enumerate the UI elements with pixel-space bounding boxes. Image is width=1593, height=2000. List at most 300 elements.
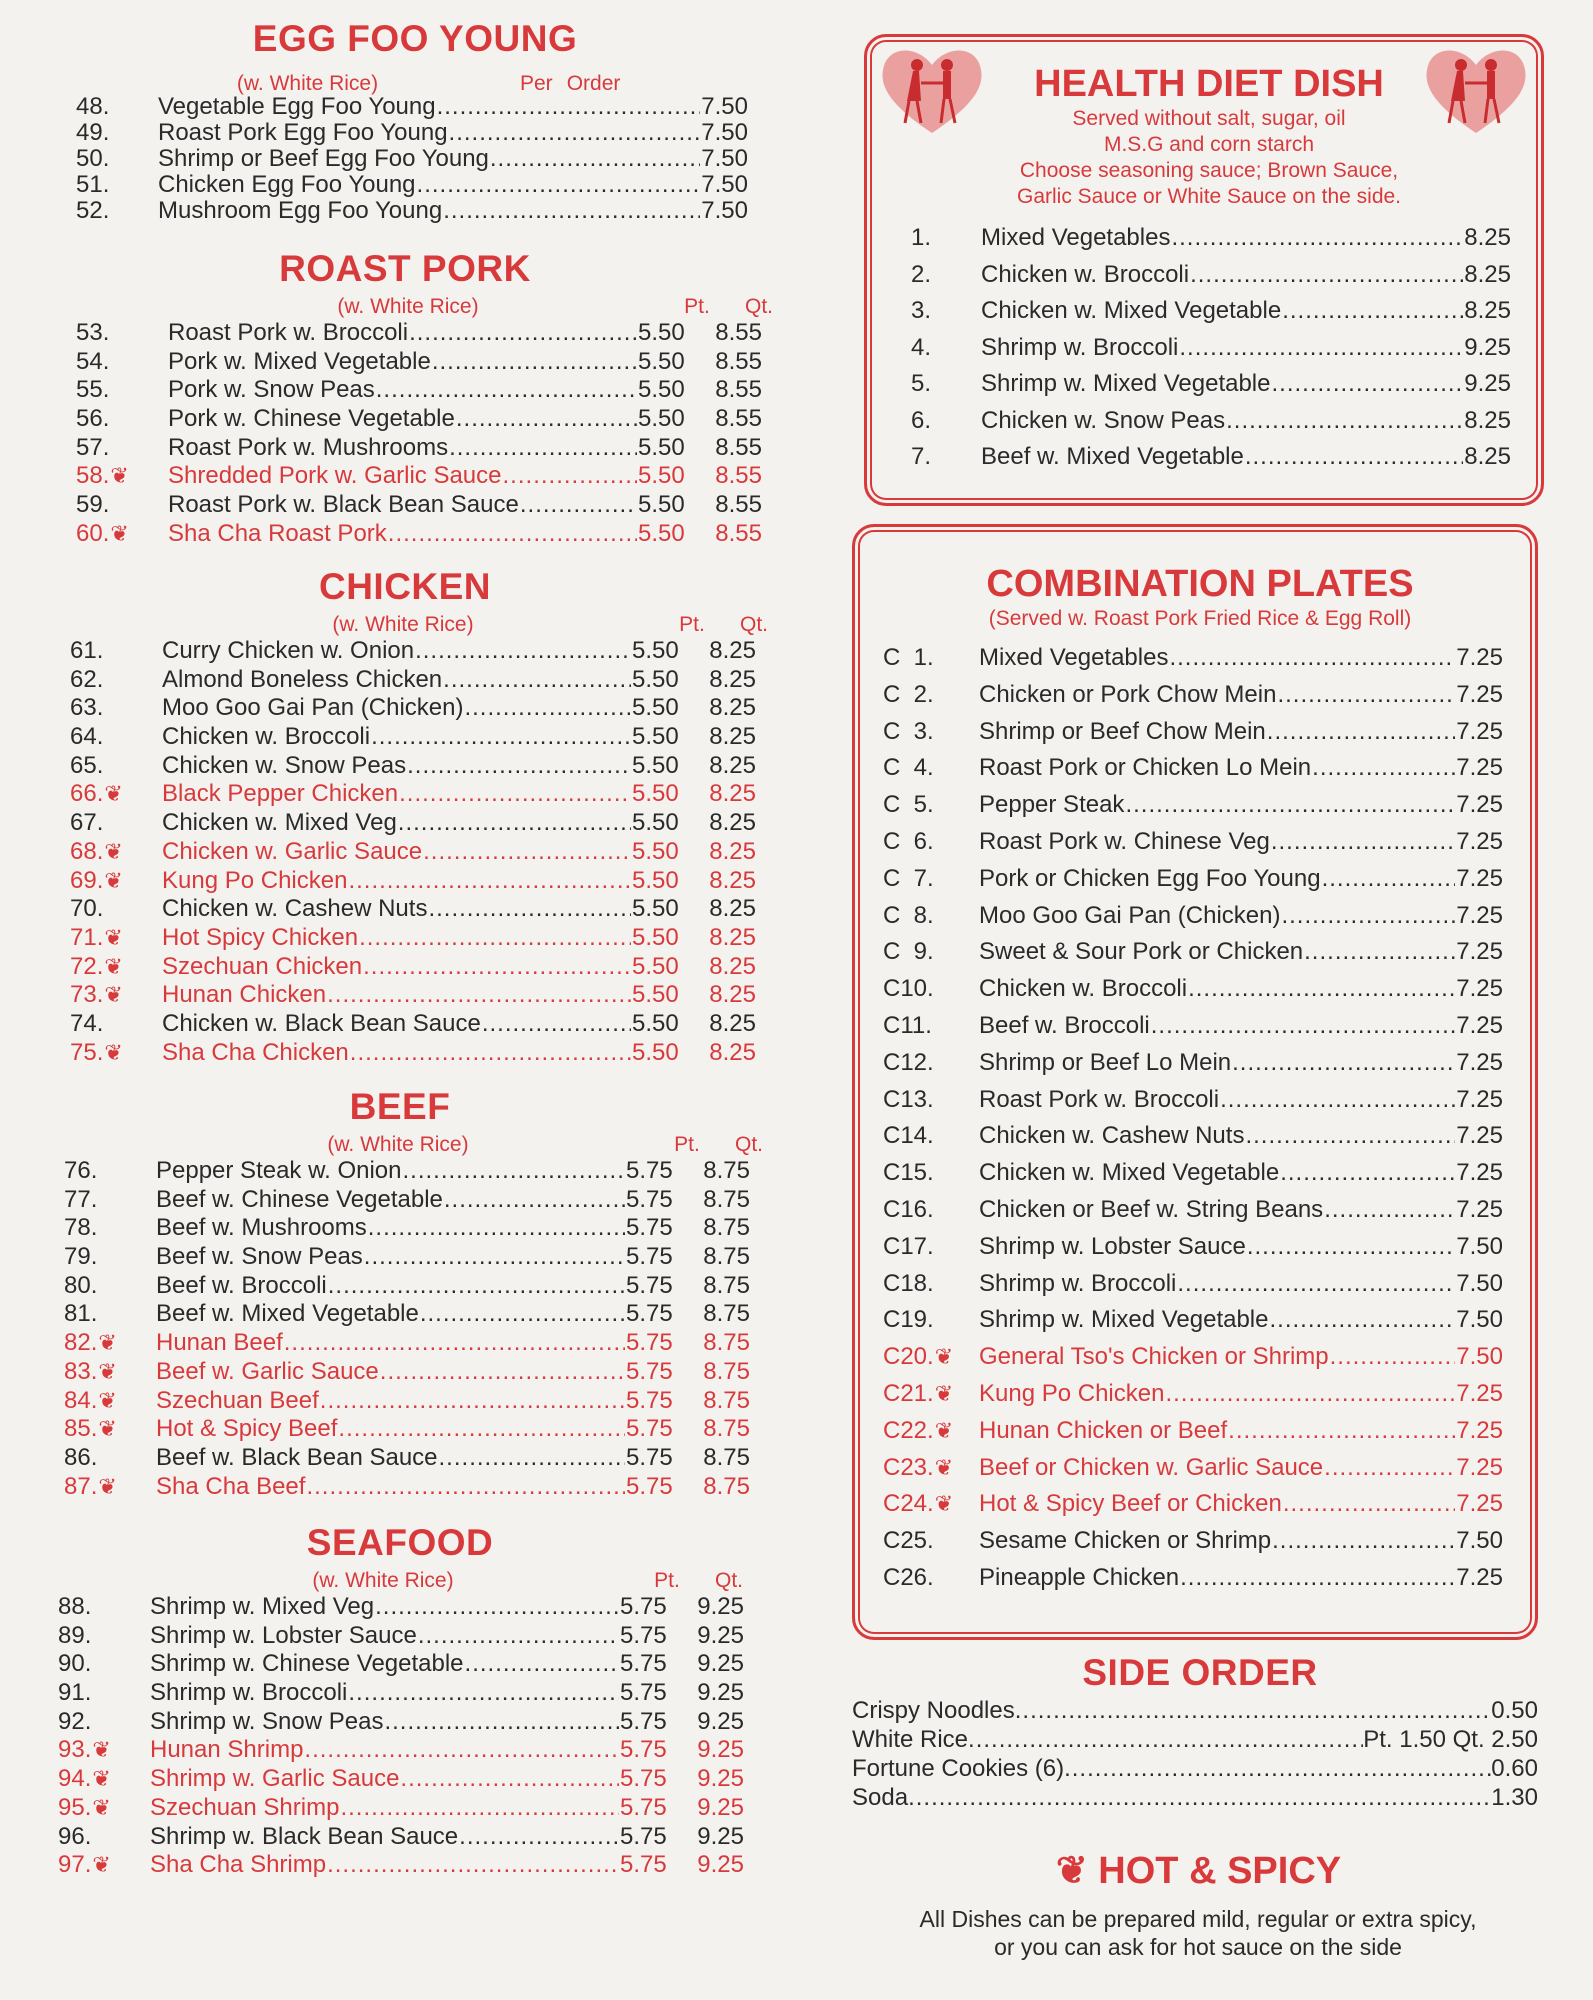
price-quart: 9.25 <box>697 1679 744 1707</box>
menu-item <box>76 319 762 348</box>
menu-item <box>883 640 1503 677</box>
price-quart: 8.75 <box>703 1214 750 1242</box>
item-number-text: C17. <box>883 1232 934 1260</box>
chili-pepper-icon: ❦ <box>934 1417 954 1443</box>
col-pt: Pt. <box>684 295 710 318</box>
item-number <box>883 898 979 935</box>
item-price: 8.25 <box>1464 406 1511 434</box>
menu-item <box>883 677 1503 714</box>
dot-leader <box>348 1679 619 1708</box>
dot-leader <box>1226 403 1463 440</box>
menu-item <box>70 838 756 867</box>
price-pint: 5.50 <box>632 723 679 751</box>
item-number-text: C 3. <box>883 717 934 745</box>
item-name: Beef or Chicken w. Garlic Sauce <box>979 1453 1324 1481</box>
menu-item <box>58 1593 744 1622</box>
price-pint: 5.75 <box>620 1822 667 1850</box>
price-pint: 5.75 <box>626 1415 673 1443</box>
item-number-text: 64. <box>70 723 104 751</box>
item-number-text: C 4. <box>883 754 934 782</box>
hot-spicy-note-line: or you can ask for hot sauce on the side <box>994 1934 1402 1960</box>
item-number-text: C21. <box>883 1379 934 1407</box>
item-name: Roast Pork Egg Foo Young <box>158 119 448 146</box>
item-price: 7.50 <box>1456 1343 1503 1371</box>
menu-item <box>70 1010 756 1039</box>
price-pint: 5.50 <box>632 1009 679 1037</box>
item-number-text: 75. <box>70 1038 104 1066</box>
section-seafood <box>40 1522 760 1880</box>
menu-item <box>58 1765 744 1794</box>
dot-leader <box>1270 1302 1456 1339</box>
dot-leader <box>1169 640 1455 677</box>
item-number <box>58 1794 150 1823</box>
col-pt: Pt. <box>674 1133 700 1156</box>
dot-leader <box>443 198 700 224</box>
item-number <box>911 293 981 330</box>
dot-leader <box>439 1444 625 1473</box>
item-name: Fortune Cookies (6) <box>852 1755 1065 1782</box>
item-name: Chicken w. Black Bean Sauce <box>162 1009 481 1037</box>
item-number <box>58 1622 150 1651</box>
dot-leader <box>1245 439 1463 476</box>
col-pt: Pt. <box>654 1569 680 1592</box>
item-number-text: C24. <box>883 1490 934 1518</box>
item-list <box>40 637 756 1067</box>
chili-pepper-icon: ❦ <box>98 1330 117 1356</box>
section-beef <box>40 1086 763 1501</box>
price-quart: 9.25 <box>697 1707 744 1735</box>
menu-item <box>883 1229 1503 1266</box>
chili-pepper-icon: ❦ <box>934 1491 954 1517</box>
price-quart: 8.25 <box>709 1038 756 1066</box>
price-quart: 8.25 <box>709 723 756 751</box>
item-name: Shrimp w. Snow Peas <box>150 1707 384 1735</box>
item-number-text: C 9. <box>883 938 934 966</box>
item-number <box>70 838 162 867</box>
item-price: 7.25 <box>1456 1453 1503 1481</box>
menu-item <box>911 366 1511 403</box>
menu-item <box>883 1523 1503 1560</box>
chili-pepper-icon: ❦ <box>104 982 123 1008</box>
dot-leader <box>340 1794 619 1823</box>
menu-item <box>883 714 1503 751</box>
price-pint: 5.50 <box>638 433 685 461</box>
price-quart: 9.25 <box>697 1621 744 1649</box>
dot-leader <box>418 1622 619 1651</box>
chili-pepper-icon: ❦ <box>98 1358 117 1384</box>
item-number <box>883 1560 979 1597</box>
item-name: Shrimp or Beef Egg Foo Young <box>158 145 489 172</box>
dot-leader <box>1015 1696 1492 1725</box>
item-list <box>852 1696 1538 1812</box>
item-number <box>70 723 162 752</box>
item-name: Pepper Steak <box>979 791 1125 819</box>
dot-leader <box>380 1358 625 1387</box>
menu-item <box>70 895 756 924</box>
price-pint: 5.50 <box>638 319 685 346</box>
item-name: White Rice <box>852 1726 969 1753</box>
menu-item <box>70 637 756 666</box>
dot-leader <box>428 895 631 924</box>
menu-item <box>64 1186 750 1215</box>
item-number <box>76 94 158 120</box>
item-number-text: 90. <box>58 1650 92 1678</box>
section-subheader <box>40 1567 760 1593</box>
item-price: 8.25 <box>1464 297 1511 324</box>
dot-leader <box>1330 1339 1456 1376</box>
dot-leader <box>1165 1376 1455 1413</box>
item-number <box>70 809 162 838</box>
menu-item <box>883 1339 1503 1376</box>
dot-leader <box>449 434 637 463</box>
item-price: 7.50 <box>701 197 748 224</box>
menu-item <box>76 520 762 549</box>
item-number <box>883 1339 979 1376</box>
price-pint: 5.50 <box>632 837 679 865</box>
item-name: Mixed Vegetables <box>981 224 1171 251</box>
item-price: 9.25 <box>1464 370 1511 397</box>
dot-leader <box>1247 1229 1455 1266</box>
menu-item <box>70 780 756 809</box>
item-name: Roast Pork or Chicken Lo Mein <box>979 754 1312 782</box>
item-name: Hunan Chicken or Beef <box>979 1416 1228 1444</box>
item-price: 7.25 <box>1456 901 1503 929</box>
item-name: Szechuan Chicken <box>162 952 363 980</box>
price-quart: 9.25 <box>697 1593 744 1620</box>
price-quart: 8.55 <box>715 376 762 404</box>
dot-leader <box>1220 1082 1455 1119</box>
item-price: 7.25 <box>1456 717 1503 745</box>
chili-pepper-icon: ❦ <box>934 1344 954 1370</box>
item-name: Roast Pork w. Chinese Veg <box>979 827 1270 855</box>
dot-leader <box>423 838 631 867</box>
item-number-text: 63. <box>70 694 104 722</box>
price-quart: 9.25 <box>697 1765 744 1793</box>
item-number-text: 73. <box>70 981 104 1009</box>
item-number-text: C 8. <box>883 901 934 929</box>
item-number <box>70 981 162 1010</box>
chili-pepper-icon: ❦ <box>98 1387 117 1413</box>
item-number-text: 81. <box>64 1300 98 1328</box>
menu-item <box>70 809 756 838</box>
dot-leader <box>1179 330 1463 367</box>
menu-item <box>64 1329 750 1358</box>
menu-item <box>64 1300 750 1329</box>
dot-leader <box>1280 1155 1455 1192</box>
item-number <box>58 1650 150 1679</box>
item-number <box>70 694 162 723</box>
side-item <box>852 1696 1538 1725</box>
item-number <box>70 637 162 666</box>
dot-leader <box>1272 1523 1455 1560</box>
price-pint: 5.50 <box>632 981 679 1009</box>
price-pint: 5.75 <box>620 1851 667 1879</box>
item-price: 7.25 <box>1456 791 1503 819</box>
dot-leader <box>384 1708 619 1737</box>
item-number-text: 52. <box>76 197 110 224</box>
price-pint: 5.75 <box>626 1214 673 1242</box>
price-pint: 5.50 <box>632 952 679 980</box>
price-quart: 8.25 <box>709 981 756 1009</box>
item-name: Beef w. Chinese Vegetable <box>156 1185 443 1213</box>
item-number <box>76 172 158 198</box>
price-pint: 5.50 <box>632 1038 679 1066</box>
item-name: Chicken Egg Foo Young <box>158 171 416 198</box>
chili-pepper-icon: ❦ <box>92 1852 111 1878</box>
item-number <box>883 677 979 714</box>
price-pint: 5.75 <box>620 1679 667 1707</box>
chili-pepper-icon: ❦ <box>104 1039 123 1065</box>
price-quart: 8.25 <box>709 665 756 693</box>
dot-leader <box>1151 1008 1456 1045</box>
item-price: 0.50 <box>1491 1697 1538 1724</box>
item-number <box>883 787 979 824</box>
item-number-text: 86. <box>64 1443 98 1471</box>
item-number-text: C12. <box>883 1048 934 1076</box>
item-price: 1.30 <box>1491 1784 1538 1811</box>
section-subheader <box>40 293 790 319</box>
item-number <box>64 1214 156 1243</box>
section-title: BEEF <box>349 1086 451 1127</box>
price-pint: 5.50 <box>632 895 679 923</box>
combination-box <box>852 524 1538 1640</box>
menu-item <box>58 1823 744 1852</box>
rice-note: (w. White Rice) <box>327 1133 469 1156</box>
desc-line: M.S.G and corn starch <box>1103 133 1315 156</box>
item-name: Pineapple Chicken <box>979 1563 1180 1591</box>
dot-leader <box>402 1157 625 1186</box>
item-name: Shrimp or Beef Lo Mein <box>979 1048 1232 1076</box>
price-quart: 8.55 <box>715 519 762 547</box>
menu-item <box>64 1415 750 1444</box>
item-price: 0.60 <box>1491 1755 1538 1782</box>
item-number-text: 93. <box>58 1736 92 1764</box>
item-number-text: 95. <box>58 1793 92 1821</box>
dot-leader <box>968 1725 1363 1754</box>
item-number-text: 85. <box>64 1415 98 1443</box>
menu-item <box>883 1118 1503 1155</box>
item-name: Chicken w. Mixed Vegetable <box>981 297 1282 324</box>
dot-leader <box>503 462 637 491</box>
item-number <box>70 895 162 924</box>
dot-leader <box>375 1593 619 1622</box>
dot-leader <box>456 405 637 434</box>
item-number <box>883 1413 979 1450</box>
item-number <box>58 1593 150 1622</box>
menu-item <box>883 1486 1503 1523</box>
menu-item <box>70 867 756 896</box>
item-number <box>76 319 168 348</box>
menu-item <box>76 120 748 146</box>
dot-leader <box>304 1736 619 1765</box>
price-pint: 5.75 <box>620 1793 667 1821</box>
item-number-text: 57. <box>76 433 110 461</box>
rice-note: (w. White Rice) <box>236 72 379 95</box>
price-quart: 8.55 <box>715 433 762 461</box>
col-pt: Pt. <box>679 613 705 636</box>
item-number-text: C23. <box>883 1453 934 1481</box>
price-pint: 5.75 <box>626 1472 673 1500</box>
menu-item <box>76 491 762 520</box>
dot-leader <box>376 376 637 405</box>
item-name: Shrimp w. Garlic Sauce <box>150 1765 400 1793</box>
item-number-text: C 5. <box>883 791 934 819</box>
item-number <box>883 971 979 1008</box>
item-name: Roast Pork w. Broccoli <box>979 1085 1220 1113</box>
item-number-text: 5. <box>911 370 932 397</box>
price-quart: 8.25 <box>709 694 756 722</box>
item-number <box>76 462 168 491</box>
price-quart: 8.55 <box>715 405 762 433</box>
item-price: 7.25 <box>1456 754 1503 782</box>
dot-leader <box>443 666 631 695</box>
item-price: 7.50 <box>701 171 748 198</box>
price-quart: 8.25 <box>709 895 756 923</box>
item-number-text: 80. <box>64 1271 98 1299</box>
dot-leader <box>449 120 701 146</box>
price-pint: 5.50 <box>632 637 679 664</box>
item-name: Crispy Noodles <box>852 1697 1015 1724</box>
item-number <box>883 1376 979 1413</box>
hot-spicy-label: HOT & SPICY <box>1098 1850 1342 1892</box>
item-price: 7.25 <box>1456 1416 1503 1444</box>
item-name: Kung Po Chicken <box>979 1379 1165 1407</box>
dot-leader <box>338 1415 625 1444</box>
dancing-couple-heart-icon <box>877 43 987 138</box>
dot-leader <box>284 1329 625 1358</box>
item-number <box>883 1192 979 1229</box>
price-pint: 5.75 <box>620 1650 667 1678</box>
price-quart: 9.25 <box>697 1736 744 1764</box>
dot-leader <box>371 723 631 752</box>
price-pint: 5.50 <box>632 923 679 951</box>
item-name: Pork w. Mixed Vegetable <box>168 347 431 375</box>
price-quart: 8.55 <box>715 347 762 375</box>
menu-item <box>70 694 756 723</box>
price-quart: 9.25 <box>697 1851 744 1879</box>
section-chicken <box>40 566 768 1067</box>
price-quart: 9.25 <box>697 1822 744 1850</box>
item-name: Mixed Vegetables <box>979 644 1169 671</box>
chili-pepper-icon: ❦ <box>104 953 123 979</box>
item-number <box>70 1039 162 1068</box>
item-number-text: 51. <box>76 171 110 198</box>
item-number-text: C16. <box>883 1195 934 1223</box>
price-quart: 8.75 <box>703 1243 750 1271</box>
item-name: Chicken w. Broccoli <box>979 975 1188 1003</box>
menu-item <box>883 1560 1503 1597</box>
dot-leader <box>420 1300 625 1329</box>
item-price: 7.25 <box>1456 975 1503 1003</box>
section-hot-spicy <box>848 1848 1548 1961</box>
item-number <box>883 714 979 751</box>
menu-item <box>76 94 748 120</box>
item-name: Chicken w. Mixed Veg <box>162 809 397 837</box>
dot-leader <box>1283 1486 1455 1523</box>
item-number <box>64 1329 156 1358</box>
item-name: Shrimp w. Lobster Sauce <box>150 1621 417 1649</box>
item-name: Beef w. Broccoli <box>979 1011 1150 1039</box>
item-price: 7.50 <box>1456 1232 1503 1260</box>
item-number-text: 56. <box>76 405 110 433</box>
health-title: HEALTH DIET DISH <box>1034 63 1384 105</box>
item-price: 7.25 <box>1456 1379 1503 1407</box>
item-name: Beef w. Broccoli <box>156 1271 327 1299</box>
menu-item <box>883 934 1503 971</box>
price-quart: 8.25 <box>709 809 756 837</box>
dot-leader <box>1281 898 1455 935</box>
item-name: Sweet & Sour Pork or Chicken <box>979 938 1304 966</box>
price-quart: 8.25 <box>709 637 756 664</box>
item-number-text: 89. <box>58 1621 92 1649</box>
section-egg-foo-young <box>40 18 760 224</box>
item-number <box>883 1229 979 1266</box>
item-price: 7.50 <box>1456 1269 1503 1297</box>
menu-item <box>58 1851 744 1880</box>
item-number <box>883 1118 979 1155</box>
item-name: Hot & Spicy Beef or Chicken <box>979 1490 1282 1518</box>
price-quart: 9.25 <box>697 1650 744 1678</box>
item-price: 7.25 <box>1456 1085 1503 1113</box>
col-qt: Qt. <box>744 295 773 318</box>
item-number-text: C25. <box>883 1527 934 1555</box>
menu-item <box>64 1387 750 1416</box>
rice-note: (w. White Rice) <box>337 295 479 318</box>
menu-item <box>883 861 1503 898</box>
price-quart: 9.25 <box>697 1793 744 1821</box>
combination-title: COMBINATION PLATES <box>986 563 1414 605</box>
menu-item <box>911 257 1511 294</box>
item-name: Sha Cha Beef <box>156 1472 306 1500</box>
menu-item <box>64 1214 750 1243</box>
dot-leader <box>465 1650 619 1679</box>
item-number-text: 1. <box>911 224 932 251</box>
menu-item <box>883 750 1503 787</box>
desc-line: Garlic Sauce or White Sauce on the side. <box>1016 185 1402 208</box>
menu-item <box>58 1708 744 1737</box>
menu-item <box>883 1082 1503 1119</box>
price-pint: 5.50 <box>632 809 679 837</box>
dot-leader <box>1324 1450 1455 1487</box>
dot-leader <box>359 924 631 953</box>
item-number <box>883 1266 979 1303</box>
price-quart: 8.55 <box>715 462 762 490</box>
menu-item <box>883 1450 1503 1487</box>
item-name: Hot & Spicy Beef <box>156 1415 338 1443</box>
menu-item <box>883 1376 1503 1413</box>
menu-item <box>76 172 748 198</box>
price-pint: 5.50 <box>638 462 685 490</box>
item-number <box>70 953 162 982</box>
item-number-text: 61. <box>70 637 104 664</box>
item-number-text: 62. <box>70 665 104 693</box>
dot-leader <box>400 1765 619 1794</box>
price-quart: 8.75 <box>703 1357 750 1385</box>
menu-item <box>70 723 756 752</box>
item-number <box>76 376 168 405</box>
price-pint: 5.75 <box>626 1243 673 1271</box>
dot-leader <box>415 637 631 666</box>
item-name: Shrimp w. Mixed Vegetable <box>979 1306 1269 1334</box>
item-list <box>40 1157 750 1501</box>
item-number-text: 2. <box>911 260 932 288</box>
item-number-text: 53. <box>76 319 110 346</box>
price-quart: 8.25 <box>709 866 756 894</box>
item-price: 7.25 <box>1456 1122 1503 1150</box>
dot-leader <box>1277 677 1455 714</box>
chili-pepper-icon: ❦ <box>104 838 123 864</box>
item-number-text: 58. <box>76 462 110 490</box>
